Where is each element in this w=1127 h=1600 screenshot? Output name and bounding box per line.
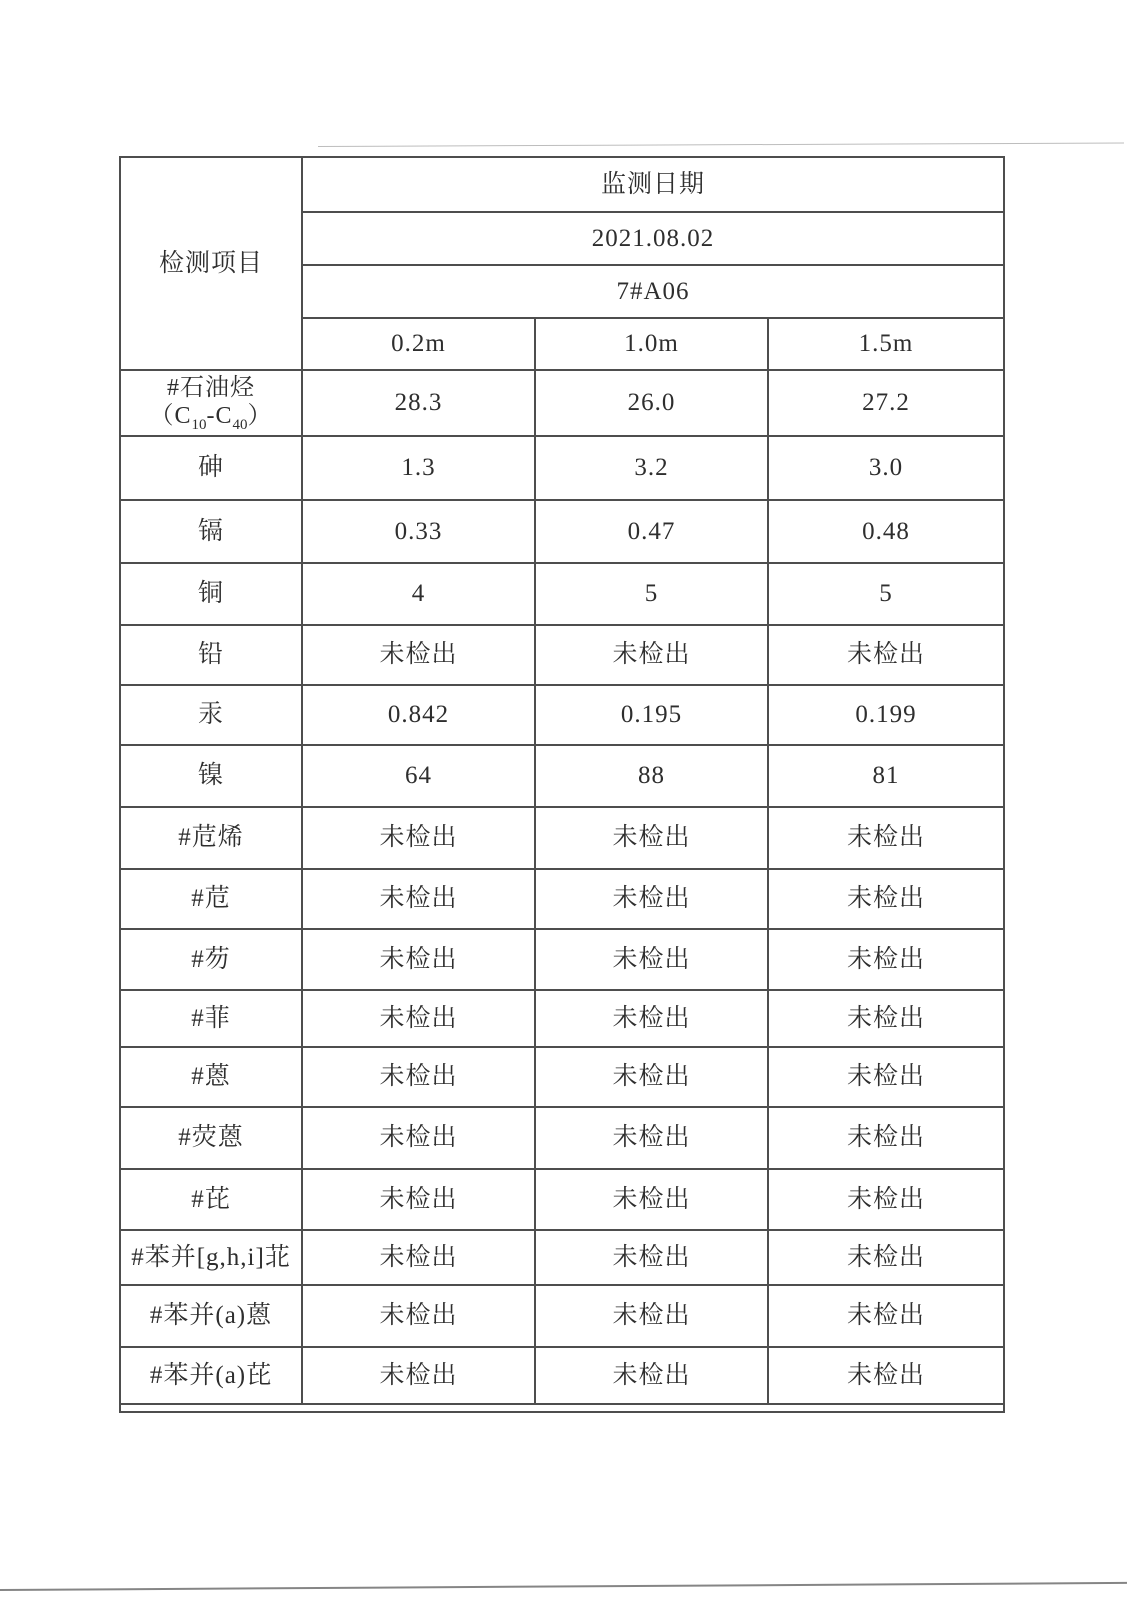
table-row-mercury [120,685,1004,745]
value-cell: 5 [768,563,1004,625]
value-cell: 3.0 [768,436,1004,500]
value-cell: 未检出 [768,1230,1004,1285]
page-bottom-scan-edge [0,1582,1127,1591]
bottom-strip-cell [120,1404,1004,1412]
value-cell: 81 [768,745,1004,807]
table-row-acenaphthene [120,869,1004,929]
table-row-benzo-a-anthracene [120,1285,1004,1347]
value-cell: 3.2 [535,436,768,500]
value-cell: 未检出 [535,929,768,990]
value-cell: 0.842 [302,685,535,745]
value-cell: 未检出 [302,990,535,1047]
value-cell: 未检出 [302,929,535,990]
value-cell: 未检出 [535,1047,768,1107]
value-cell: 未检出 [535,1230,768,1285]
value-cell: 未检出 [535,1347,768,1404]
depth-header-2: 1.5m [768,318,1004,370]
value-cell: 未检出 [768,1347,1004,1404]
value-cell: 未检出 [535,990,768,1047]
value-cell: 未检出 [302,1285,535,1347]
formula-sub1: 10 [191,416,207,433]
value-cell: 未检出 [302,1347,535,1404]
table-row-cadmium [120,500,1004,563]
value-cell: 未检出 [535,807,768,869]
value-cell: 0.199 [768,685,1004,745]
table-row-copper [120,563,1004,625]
value-cell: 未检出 [535,869,768,929]
value-cell: 0.195 [535,685,768,745]
analyte-label: #苯并(a)蒽 [120,1285,302,1347]
value-cell: 未检出 [302,1047,535,1107]
value-cell: 0.33 [302,500,535,563]
value-cell: 0.48 [768,500,1004,563]
table-row-petroleum-hydrocarbons [120,370,1004,436]
analyte-label: #苊烯 [120,807,302,869]
value-cell: 未检出 [768,1047,1004,1107]
table-row-arsenic [120,436,1004,500]
value-cell: 未检出 [535,1169,768,1230]
value-cell: 未检出 [768,929,1004,990]
formula-mid: -C [206,402,233,429]
value-cell: 未检出 [302,625,535,685]
value-cell: 未检出 [535,1285,768,1347]
value-cell: 未检出 [535,1107,768,1169]
value-cell: 未检出 [768,625,1004,685]
value-cell: 未检出 [768,1169,1004,1230]
value-cell: 28.3 [302,370,535,436]
table-row-benzo-a-pyrene [120,1347,1004,1404]
table-bottom-strip [120,1404,1004,1412]
formula-open: （C [149,402,192,429]
value-cell: 未检出 [302,1169,535,1230]
analyte-label: #芘 [120,1169,302,1230]
item-column-header: 检测项目 [120,157,302,370]
table-row-nickel [120,745,1004,807]
value-cell: 未检出 [302,1230,535,1285]
table-row-phenanthrene [120,990,1004,1047]
formula-sub2: 40 [232,416,248,433]
table-row-pyrene [120,1169,1004,1230]
analyte-label: 铅 [120,625,302,685]
analyte-label: #荧蒽 [120,1107,302,1169]
value-cell: 27.2 [768,370,1004,436]
value-cell: 4 [302,563,535,625]
value-cell: 0.47 [535,500,768,563]
monitor-date-value: 2021.08.02 [302,212,1004,265]
value-cell: 未检出 [768,990,1004,1047]
table-row-anthracene [120,1047,1004,1107]
table-row-acenaphthylene [120,807,1004,869]
table-row-fluorene [120,929,1004,990]
scan-ghost-line [318,142,1124,147]
value-cell: 88 [535,745,768,807]
sample-point-code: 7#A06 [302,265,1004,318]
value-cell: 未检出 [535,625,768,685]
value-cell: 未检出 [768,1285,1004,1347]
table-row-benzo-ghi-perylene [120,1230,1004,1285]
value-cell: 未检出 [302,807,535,869]
table-row-lead [120,625,1004,685]
analyte-label: 汞 [120,685,302,745]
value-cell: 未检出 [768,869,1004,929]
value-cell: 未检出 [768,1107,1004,1169]
value-cell: 1.3 [302,436,535,500]
monitoring-results-table [119,156,1005,1413]
analyte-label: 镉 [120,500,302,563]
header-row-date-title [120,157,1004,212]
depth-header-0: 0.2m [302,318,535,370]
value-cell: 26.0 [535,370,768,436]
depth-header-1: 1.0m [535,318,768,370]
value-cell: 64 [302,745,535,807]
analyte-label: #苊 [120,869,302,929]
analyte-label: 镍 [120,745,302,807]
analyte-label: #菲 [120,990,302,1047]
analyte-label: #苯并(a)芘 [120,1347,302,1404]
table-row-fluoranthene [120,1107,1004,1169]
value-cell: 未检出 [768,807,1004,869]
analyte-label [120,370,302,436]
analyte-name: #石油烃 [167,374,255,401]
value-cell: 5 [535,563,768,625]
analyte-label: #苯并[g,h,i]苝 [120,1230,302,1285]
analyte-label: #芴 [120,929,302,990]
monitor-date-header: 监测日期 [302,157,1004,212]
value-cell: 未检出 [302,1107,535,1169]
formula-close: ） [247,402,273,429]
analyte-label: 砷 [120,436,302,500]
value-cell: 未检出 [302,869,535,929]
analyte-label: 铜 [120,563,302,625]
analyte-label: #蒽 [120,1047,302,1107]
